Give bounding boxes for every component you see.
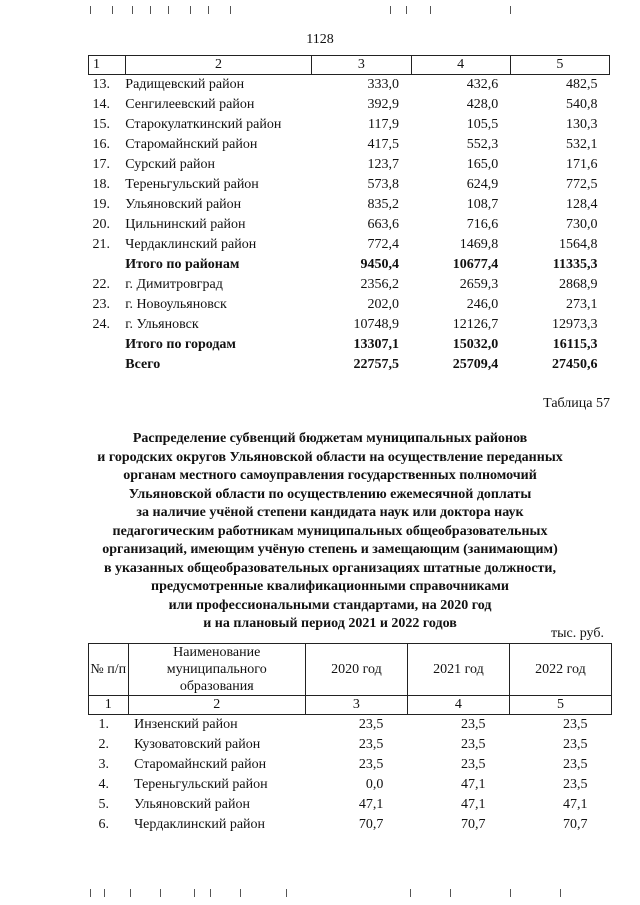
value-2022: 23,5 xyxy=(563,717,588,732)
header-year-2022: 2022 год xyxy=(509,644,611,696)
table-row xyxy=(89,215,610,235)
value-2022: 70,7 xyxy=(563,817,588,832)
table-title xyxy=(60,430,600,634)
value-col5: 273,1 xyxy=(566,297,598,312)
value-col5: 12973,3 xyxy=(552,317,598,332)
value-2022: 23,5 xyxy=(563,737,588,752)
row-number: 16. xyxy=(92,137,110,152)
row-number: 20. xyxy=(92,217,110,232)
header-cell: 2 xyxy=(125,56,311,75)
row-name: Старомайнский район xyxy=(125,137,258,152)
value-col3: 835,2 xyxy=(367,197,399,212)
row-name: Чердаклинский район xyxy=(125,237,257,252)
table-row xyxy=(89,275,610,295)
value-col3: 22757,5 xyxy=(353,357,399,372)
value-col3: 13307,1 xyxy=(353,337,399,352)
row-name: Инзенский район xyxy=(134,717,238,732)
value-col5: 1564,8 xyxy=(559,237,598,252)
table-row xyxy=(89,95,610,115)
units-label: тыс. руб. xyxy=(551,626,604,641)
header-cell: 1 xyxy=(89,696,129,715)
row-number: 1. xyxy=(98,717,109,732)
row-number: 21. xyxy=(92,237,110,252)
value-2021: 23,5 xyxy=(460,757,486,772)
value-col5: 16115,3 xyxy=(552,337,598,352)
header-year-2020: 2020 год xyxy=(305,644,407,696)
header-name-col: Наименование муниципального образования xyxy=(128,644,305,696)
value-2021: 47,1 xyxy=(460,797,486,812)
title-line: организаций, имеющим учёную степень и замещающим (занимающим) xyxy=(102,542,558,557)
row-name: Ульяновский район xyxy=(134,797,250,812)
value-col3: 573,8 xyxy=(367,177,399,192)
table-row xyxy=(89,155,610,175)
table-row xyxy=(89,755,612,775)
value-2020: 23,5 xyxy=(358,737,384,752)
title-line: Распределение субвенций бюджетам муниципальных районов xyxy=(132,431,528,446)
value-col4: 428,0 xyxy=(466,97,499,112)
value-col4: 246,0 xyxy=(466,297,499,312)
value-col5: 2868,9 xyxy=(559,277,598,292)
row-number xyxy=(89,335,126,355)
table-row xyxy=(89,795,612,815)
title-line: Ульяновской области по осуществлению ежемесячной доплаты xyxy=(128,486,532,502)
value-col3: 772,4 xyxy=(367,237,399,252)
row-name: г. Димитровград xyxy=(125,277,223,292)
value-col3: 333,0 xyxy=(367,77,399,92)
header-cell: 5 xyxy=(510,56,609,75)
table-row xyxy=(89,355,610,375)
header-cell: 3 xyxy=(305,696,407,715)
row-name: г. Новоульяновск xyxy=(125,297,227,312)
row-name: Тереньгульский район xyxy=(134,777,268,792)
value-col5: 130,3 xyxy=(566,117,598,132)
table-header-row xyxy=(89,56,610,75)
row-name: Кузоватовский район xyxy=(134,737,261,752)
table-row xyxy=(89,195,610,215)
value-col4: 105,5 xyxy=(466,117,499,132)
value-col3: 117,9 xyxy=(368,117,399,132)
value-col5: 730,0 xyxy=(566,217,598,232)
table-row xyxy=(89,775,612,795)
header-year-2021: 2021 год xyxy=(407,644,509,696)
table-row xyxy=(89,255,610,275)
value-col5: 482,5 xyxy=(566,77,598,92)
header-cell: 1 xyxy=(89,56,126,75)
title-line: предусмотренные квалификационными справочниками xyxy=(151,579,509,594)
value-2021: 23,5 xyxy=(460,717,486,732)
value-col3: 123,7 xyxy=(367,157,399,172)
table-row xyxy=(89,115,610,135)
row-name: Чердаклинский район xyxy=(134,817,266,832)
value-col3: 2356,2 xyxy=(360,277,399,292)
table-header-row xyxy=(89,644,612,696)
value-col4: 165,0 xyxy=(466,157,499,172)
value-col3: 9450,4 xyxy=(360,257,399,272)
value-col4: 2659,3 xyxy=(459,277,499,292)
value-col3: 417,5 xyxy=(367,137,399,152)
value-col4: 1469,8 xyxy=(459,237,499,252)
scan-marks-bottom xyxy=(90,889,590,899)
row-name: Итого по городам xyxy=(125,337,236,352)
value-col5: 128,4 xyxy=(566,197,598,212)
value-col3: 663,6 xyxy=(367,217,399,232)
title-line: органам местного самоуправления государственных полномочий xyxy=(123,468,537,483)
row-name: Старомайнский район xyxy=(134,757,267,772)
value-2020: 23,5 xyxy=(358,757,384,772)
row-number: 13. xyxy=(92,77,110,92)
row-name: Старокулаткинский район xyxy=(125,117,282,132)
row-number: 18. xyxy=(92,177,110,192)
row-number: 14. xyxy=(92,97,110,112)
row-name: Сурский район xyxy=(125,157,215,172)
value-col4: 432,6 xyxy=(466,77,499,92)
value-col5: 171,6 xyxy=(566,157,598,172)
value-2020: 47,1 xyxy=(358,797,384,812)
value-2021: 70,7 xyxy=(460,817,486,832)
row-number: 5. xyxy=(98,797,109,812)
row-name: Ульяновский район xyxy=(125,197,242,212)
value-2020: 70,7 xyxy=(358,817,384,832)
header-cell: 4 xyxy=(411,56,510,75)
table-row xyxy=(89,315,610,335)
value-2020: 23,5 xyxy=(358,717,384,732)
header-cell: 3 xyxy=(312,56,411,75)
row-name: г. Ульяновск xyxy=(125,317,199,332)
value-col3: 202,0 xyxy=(367,297,399,312)
value-2020: 0,0 xyxy=(365,777,384,792)
value-col3: 10748,9 xyxy=(353,317,399,332)
table-row xyxy=(89,735,612,755)
subvention-table xyxy=(88,643,612,835)
table-row xyxy=(89,235,610,255)
scan-marks-top xyxy=(90,6,590,16)
header-number-col: № п/п xyxy=(89,644,129,696)
title-line: или профессиональными стандартами, на 2020 год xyxy=(168,597,492,613)
row-name: Сенгилеевский район xyxy=(125,97,255,112)
value-2022: 23,5 xyxy=(563,757,588,772)
row-number: 23. xyxy=(92,297,110,312)
row-name: Цильнинский район xyxy=(125,217,246,232)
value-col4: 10677,4 xyxy=(452,257,499,272)
row-number: 6. xyxy=(98,817,109,832)
table-row xyxy=(89,175,610,195)
value-2021: 23,5 xyxy=(460,737,486,752)
value-col5: 540,8 xyxy=(566,97,598,112)
row-number: 3. xyxy=(98,757,109,772)
title-line: за наличие учёной степени кандидата наук или доктора наук xyxy=(136,505,524,520)
table-header-numbers-row xyxy=(89,696,612,715)
row-number: 17. xyxy=(92,157,110,172)
table-row xyxy=(89,295,610,315)
row-number xyxy=(89,255,126,275)
table-label: Таблица 57 xyxy=(543,396,610,411)
value-2022: 23,5 xyxy=(563,777,588,792)
title-line: и на плановый период 2021 и 2022 годов xyxy=(203,616,457,631)
table-row xyxy=(89,715,612,736)
value-col4: 552,3 xyxy=(466,137,499,152)
table-row xyxy=(89,135,610,155)
title-line: педагогическим работникам муниципальных общеобразовательных xyxy=(112,523,548,539)
table-row xyxy=(89,75,610,96)
value-col4: 25709,4 xyxy=(452,357,499,372)
title-line: в указанных общеобразовательных организациях штатные должности, xyxy=(104,560,556,576)
row-number: 24. xyxy=(92,317,110,332)
row-number: 2. xyxy=(98,737,109,752)
title-line: и городских округов Ульяновской области на осуществление переданных xyxy=(97,449,563,465)
row-name: Итого по районам xyxy=(125,257,240,272)
row-number: 22. xyxy=(92,277,110,292)
table-row xyxy=(89,335,610,355)
value-col5: 11335,3 xyxy=(552,257,598,272)
header-cell: 5 xyxy=(509,696,611,715)
header-cell: 2 xyxy=(128,696,305,715)
value-col3: 392,9 xyxy=(367,97,399,112)
row-name: Тереньгульский район xyxy=(125,177,259,192)
value-2021: 47,1 xyxy=(460,777,486,792)
row-name: Всего xyxy=(125,357,161,372)
row-number: 4. xyxy=(98,777,109,792)
row-number: 19. xyxy=(92,197,110,212)
row-number xyxy=(89,355,126,375)
value-2022: 47,1 xyxy=(563,797,588,812)
value-col4: 624,9 xyxy=(466,177,499,192)
value-col4: 716,6 xyxy=(466,217,499,232)
value-col4: 12126,7 xyxy=(452,317,499,332)
value-col4: 15032,0 xyxy=(452,337,499,352)
row-number: 15. xyxy=(92,117,110,132)
table-continuation xyxy=(88,55,610,375)
page-number: 1128 xyxy=(306,32,334,47)
row-name: Радищевский район xyxy=(125,77,245,92)
value-col5: 27450,6 xyxy=(552,357,598,372)
value-col5: 772,5 xyxy=(566,177,598,192)
value-col5: 532,1 xyxy=(566,137,598,152)
value-col4: 108,7 xyxy=(466,197,499,212)
header-cell: 4 xyxy=(407,696,509,715)
table-row xyxy=(89,815,612,835)
